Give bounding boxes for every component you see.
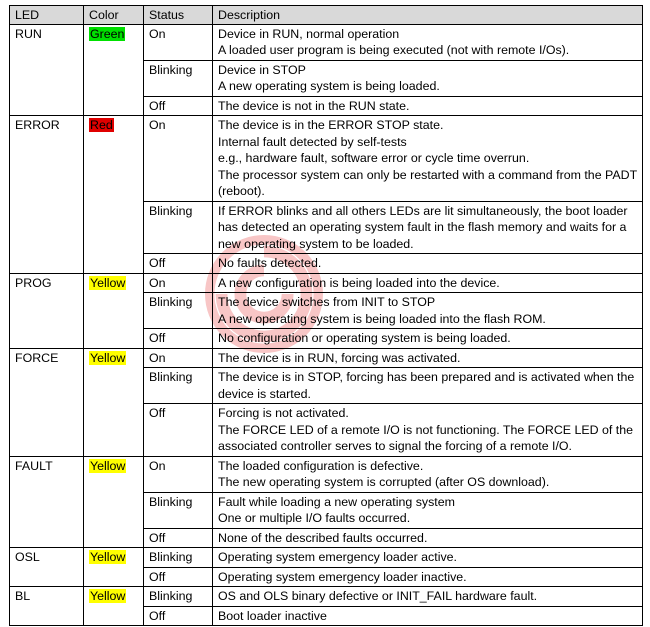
led-status: Off	[144, 254, 213, 274]
description-line: Operating system emergency loader inactive.	[218, 569, 467, 584]
led-status: Off	[144, 404, 213, 457]
description-line: The device is in STOP, forcing has been prepared and is activated when the device is started.	[218, 370, 635, 401]
led-description	[213, 606, 643, 626]
led-status-table	[9, 5, 643, 626]
led-color-cell	[84, 587, 144, 626]
description-line: OS and OLS binary defective or INIT_FAIL hardware fault.	[218, 589, 538, 603]
description-line: Fault while loading a new operating system	[218, 494, 455, 509]
led-status: Blinking	[144, 548, 213, 568]
led-description	[213, 492, 643, 528]
led-name: FORCE	[10, 348, 84, 456]
led-name: FAULT	[10, 456, 84, 548]
header-color: Color	[84, 6, 144, 25]
description-line: A loaded user program is being executed (not with remote I/Os).	[218, 43, 570, 57]
led-description	[213, 528, 643, 548]
led-name: OSL	[10, 548, 84, 587]
description-line: The processor system can only be restarted with a command from the PADT (reboot).	[218, 167, 637, 198]
led-description	[213, 96, 643, 116]
led-description	[213, 293, 643, 329]
led-description	[213, 567, 643, 587]
led-status: On	[144, 24, 213, 60]
led-color-cell	[84, 116, 144, 274]
led-status: On	[144, 348, 213, 368]
description-line: If ERROR blinks and all others LEDs are lit simultaneously, the boot loader has detected an operating system fault in the flash memory and waits for a new operating system to be loaded.	[218, 203, 628, 251]
led-description	[213, 116, 643, 202]
led-status: Off	[144, 528, 213, 548]
led-status: Off	[144, 606, 213, 626]
description-line: Device in STOP	[218, 62, 306, 77]
description-line: The device is in RUN, forcing was activated.	[218, 350, 461, 365]
led-color-badge: Red	[90, 118, 113, 132]
led-status: On	[144, 116, 213, 202]
led-status: Blinking	[144, 293, 213, 329]
led-color-badge: Yellow	[90, 275, 126, 290]
led-status: Blinking	[144, 201, 213, 254]
description-line: e.g., hardware fault, software error or cycle time overrun.	[218, 151, 530, 165]
led-color-cell	[84, 273, 144, 348]
led-color-badge: Yellow	[90, 550, 126, 564]
led-description	[213, 24, 643, 60]
description-line: The device is in the ERROR STOP state.	[218, 118, 444, 132]
led-description	[213, 404, 643, 457]
header-row	[10, 6, 643, 25]
led-description	[213, 254, 643, 274]
led-color-cell	[84, 456, 144, 548]
led-status: Off	[144, 96, 213, 116]
description-line: No faults detected.	[218, 256, 322, 270]
led-description	[213, 548, 643, 568]
led-description	[213, 587, 643, 607]
led-status: Blinking	[144, 492, 213, 528]
description-line: One or multiple I/O faults occurred.	[218, 511, 411, 525]
description-line: None of the described faults occurred.	[218, 530, 428, 545]
header-led: LED	[10, 6, 84, 25]
led-color-badge: Yellow	[90, 589, 126, 603]
table-row	[10, 24, 643, 60]
description-line: Boot loader inactive	[218, 608, 327, 623]
led-description	[213, 201, 643, 254]
led-name: PROG	[10, 273, 84, 348]
table-row	[10, 273, 643, 293]
led-color-badge: Yellow	[90, 350, 126, 365]
led-status: Blinking	[144, 587, 213, 607]
led-color-cell	[84, 24, 144, 116]
description-line: Internal fault detected by self-tests	[218, 134, 407, 149]
led-status: On	[144, 273, 213, 293]
description-line: No configuration or operating system is being loaded.	[218, 331, 511, 345]
table-row	[10, 548, 643, 568]
table-row	[10, 348, 643, 368]
led-description	[213, 368, 643, 404]
table-body	[10, 24, 643, 626]
led-color-cell	[84, 548, 144, 587]
led-description	[213, 60, 643, 96]
led-name: ERROR	[10, 116, 84, 274]
led-description	[213, 329, 643, 349]
led-color-badge: Green	[90, 26, 125, 41]
led-color-badge: Yellow	[90, 458, 126, 473]
description-line: A new operating system is being loaded into the flash ROM.	[218, 311, 546, 326]
table-row	[10, 456, 643, 492]
led-status: Blinking	[144, 60, 213, 96]
led-description	[213, 273, 643, 293]
led-name: RUN	[10, 24, 84, 116]
header-description: Description	[213, 6, 643, 25]
description-line: The loaded configuration is defective.	[218, 458, 424, 473]
led-description	[213, 348, 643, 368]
table-row	[10, 116, 643, 202]
led-description	[213, 456, 643, 492]
description-line: A new operating system is being loaded.	[218, 79, 440, 93]
led-status: Off	[144, 329, 213, 349]
table-row	[10, 587, 643, 607]
description-line: The FORCE LED of a remote I/O is not functioning. The FORCE LED of the associated controller serves to signal the forcing of a remote I/O.	[218, 422, 634, 453]
led-status: Blinking	[144, 368, 213, 404]
led-status: Off	[144, 567, 213, 587]
led-color-cell	[84, 348, 144, 456]
led-status: On	[144, 456, 213, 492]
header-status: Status	[144, 6, 213, 25]
description-line: The device is not in the RUN state.	[218, 98, 410, 113]
description-line: A new configuration is being loaded into the device.	[218, 275, 500, 290]
description-line: Forcing is not activated.	[218, 406, 349, 420]
description-line: The new operating system is corrupted (after OS download).	[218, 475, 550, 489]
description-line: The device switches from INIT to STOP	[218, 295, 436, 309]
description-line: Operating system emergency loader active.	[218, 550, 457, 564]
description-line: Device in RUN, normal operation	[218, 26, 400, 41]
led-name: BL	[10, 587, 84, 626]
